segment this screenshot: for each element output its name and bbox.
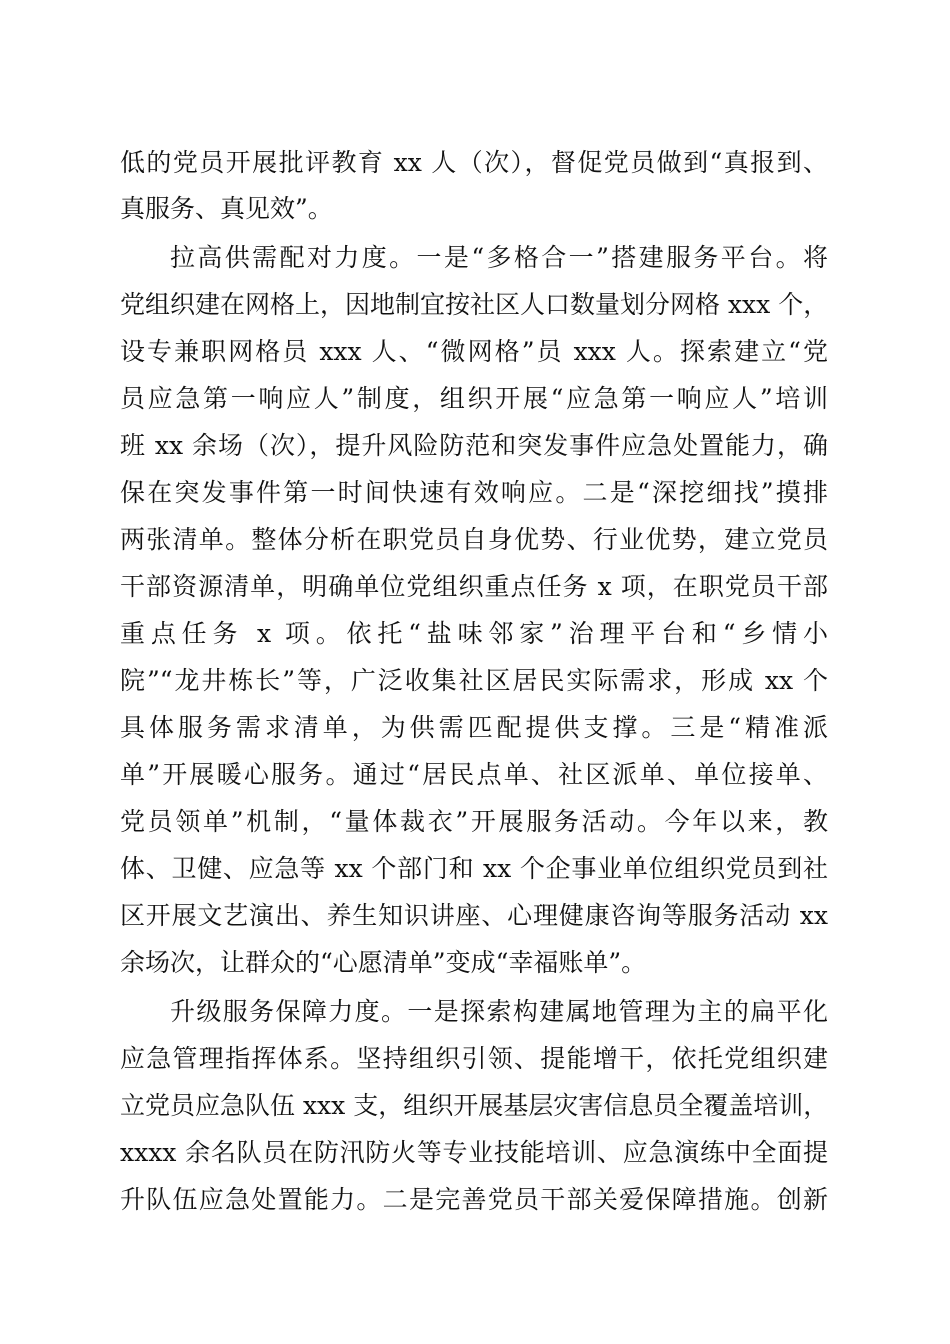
text-line: 院”“龙井栋长”等，广泛收集社区居民实际需求，形成 xx 个 (120, 666, 828, 695)
text-line: 余场次，让群众的“心愿清单”变成“幸福账单”。 (120, 948, 647, 977)
paragraph-start-line: 拉高供需配对力度。一是“多格合一”搭建服务平台。将 (170, 243, 828, 272)
text-line: 两张清单。整体分析在职党员自身优势、行业优势，建立党员 (120, 525, 828, 554)
text-line: 设专兼职网格员 xxx 人、“微网格”员 xxx 人。探索建立“党 (120, 337, 828, 366)
text-line: 具体服务需求清单，为供需匹配提供支撑。三是“精准派 (120, 713, 828, 742)
paragraph-start-line: 升级服务保障力度。一是探索构建属地管理为主的扁平化 (170, 997, 828, 1026)
text-line: 党组织建在网格上，因地制宜按社区人口数量划分网格 xxx 个， (120, 290, 829, 319)
text-line: 真服务、真见效”。 (120, 194, 333, 223)
text-line: 员应急第一响应人”制度，组织开展“应急第一响应人”培训 (120, 384, 828, 413)
text-line: 区开展文艺演出、养生知识讲座、心理健康咨询等服务活动 xx (120, 901, 828, 930)
text-line: 单”开展暖心服务。通过“居民点单、社区派单、单位接单、 (120, 760, 828, 789)
text-line: 低的党员开展批评教育 xx 人（次），督促党员做到“真报到、 (120, 148, 828, 177)
text-line: 立党员应急队伍 xxx 支，组织开展基层灾害信息员全覆盖培训， (120, 1091, 829, 1120)
text-line: 党员领单”机制，“量体裁衣”开展服务活动。今年以来，教 (120, 807, 828, 836)
text-line: 干部资源清单，明确单位党组织重点任务 x 项，在职党员干部 (120, 572, 828, 601)
text-line: 重点任务 x 项。依托“盐味邻家”治理平台和“乡情小 (120, 619, 828, 648)
text-line: 升队伍应急处置能力。二是完善党员干部关爱保障措施。创新 (120, 1185, 828, 1214)
text-line: 应急管理指挥体系。坚持组织引领、提能增干，依托党组织建 (120, 1044, 828, 1073)
text-line: 体、卫健、应急等 xx 个部门和 xx 个企事业单位组织党员到社 (120, 854, 828, 883)
text-line: xxxx 余名队员在防汛防火等专业技能培训、应急演练中全面提 (120, 1138, 828, 1167)
text-line: 班 xx 余场（次），提升风险防范和突发事件应急处置能力，确 (120, 431, 828, 460)
text-line: 保在突发事件第一时间快速有效响应。二是“深挖细找”摸排 (120, 478, 828, 507)
